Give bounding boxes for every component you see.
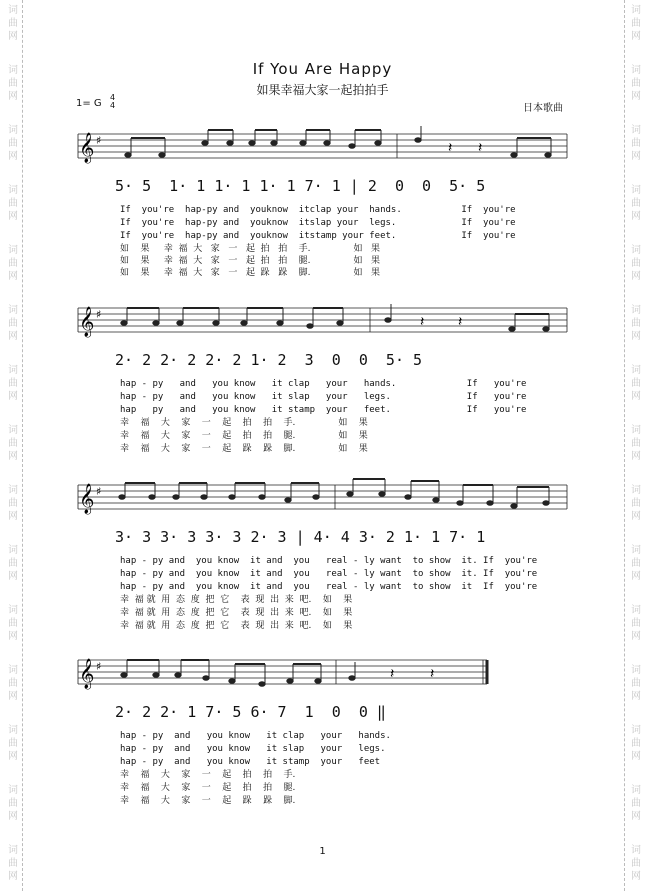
lyric-zh-4-3: 幸 福 大 家 一 起 跺 跺 脚. — [120, 796, 296, 806]
staff-3 — [0, 475, 645, 525]
time-signature-top: 4 — [110, 93, 116, 102]
lyric-en-3-2: hap - py and you know it and you real - ly want to show it. If you're — [120, 569, 538, 579]
watermark-text: 词 曲 网 — [631, 665, 641, 702]
score-system-1 — [0, 124, 645, 284]
song-subtitle: 如果幸福大家一起拍拍手 — [256, 83, 389, 97]
treble-clef-icon: 𝄞 — [79, 133, 95, 163]
watermark-text: 词 曲 网 — [8, 545, 18, 582]
watermark-text: 词 曲 网 — [8, 665, 18, 702]
quarter-rest-icon: 𝄽 — [478, 140, 483, 156]
watermark-text: 词 曲 网 — [631, 425, 641, 462]
lyric-zh-3-2: 幸 福 就 用 态 度 把 它 表 现 出 来 吧. 如 果 — [120, 608, 353, 618]
watermark-text: 词 曲 网 — [631, 185, 641, 222]
composer-credit: 日本歌曲 — [523, 103, 563, 114]
lyric-en-4-1: hap - py and you know it clap your hands. — [120, 731, 391, 741]
staff-1 — [0, 124, 645, 174]
lyric-en-1-2: If you're hap-py and youknow itslap your legs. If you're — [120, 218, 516, 228]
watermark-text: 词 曲 网 — [631, 545, 641, 582]
watermark-text: 词 曲 网 — [8, 65, 18, 102]
jianpu-line-1: 5· 5 1· 1 1· 1 1· 1 7· 1 | 2 0 0 5· 5 — [115, 177, 486, 195]
lyric-zh-2-1: 幸 福 大 家 一 起 拍 拍 手. 如 果 — [120, 418, 368, 428]
watermark-text: 词 曲 网 — [8, 425, 18, 462]
treble-clef-icon: 𝄞 — [79, 307, 95, 337]
watermark-text: 词 曲 网 — [631, 245, 641, 282]
lyric-en-3-3: hap - py and you know it and you real - ly want to show it If you're — [120, 582, 538, 592]
watermark-text: 词 曲 网 — [8, 185, 18, 222]
staff-4 — [0, 650, 645, 700]
quarter-rest-icon: 𝄽 — [420, 314, 425, 330]
lyric-zh-2-3: 幸 福 大 家 一 起 跺 跺 脚. 如 果 — [120, 444, 368, 454]
lyric-en-2-1: hap - py and you know it clap your hands. If you're — [120, 379, 527, 389]
lyric-en-2-3: hap py and you know it stamp your feet. If you're — [120, 405, 527, 415]
watermark-text: 词 曲 网 — [8, 785, 18, 822]
lyric-en-4-3: hap - py and you know it stamp your feet — [120, 757, 381, 767]
lyric-zh-3-3: 幸 福 就 用 态 度 把 它 表 现 出 来 吧. 如 果 — [120, 621, 353, 631]
treble-clef-icon: 𝄞 — [79, 659, 95, 689]
jianpu-line-2: 2· 2 2· 2 2· 2 1· 2 3 0 0 5· 5 — [115, 351, 423, 369]
watermark-text: 词 曲 网 — [8, 485, 18, 522]
jianpu-line-4: 2· 2 2· 1 7· 5 6· 7 1 0 0 ‖ — [115, 703, 386, 721]
watermark-text: 词 曲 网 — [8, 5, 18, 42]
jianpu-line-3: 3· 3 3· 3 3· 3 2· 3 | 4· 4 3· 2 1· 1 7· 1 — [115, 528, 486, 546]
quarter-rest-icon: 𝄽 — [430, 666, 435, 682]
notes — [125, 126, 551, 157]
lyric-en-3-1: hap - py and you know it and you real - ly want to show it. If you're — [120, 556, 538, 566]
watermark-text: 词 曲 网 — [8, 305, 18, 342]
watermark-text: 词 曲 网 — [631, 5, 641, 42]
quarter-rest-icon: 𝄽 — [458, 314, 463, 330]
watermark-text: 词 曲 网 — [8, 725, 18, 762]
sharp-icon: ♯ — [96, 134, 102, 147]
score-system-3 — [0, 475, 645, 645]
lyric-zh-4-1: 幸 福 大 家 一 起 拍 拍 手. — [120, 770, 296, 780]
watermark-text: 词 曲 网 — [8, 125, 18, 162]
lyric-zh-3-1: 幸 福 就 用 态 度 把 它 表 现 出 来 吧. 如 果 — [120, 595, 353, 605]
treble-clef-icon: 𝄞 — [79, 484, 95, 514]
lyric-en-2-2: hap - py and you know it slap your legs. If you're — [120, 392, 527, 402]
quarter-rest-icon: 𝄽 — [448, 140, 453, 156]
sharp-icon: ♯ — [96, 308, 102, 321]
sharp-icon: ♯ — [96, 485, 102, 498]
score-system-2 — [0, 298, 645, 468]
watermark-text: 词 曲 网 — [631, 845, 641, 882]
lyric-zh-4-2: 幸 福 大 家 一 起 拍 拍 腿. — [120, 783, 296, 793]
watermark-text: 词 曲 网 — [8, 245, 18, 282]
watermark-text: 词 曲 网 — [631, 485, 641, 522]
lyric-en-1-3: If you're hap-py and youknow itstamp your feet. If you're — [120, 231, 516, 241]
lyric-zh-1-2: 如 果 幸 福 大 家 一 起 拍 拍 腿. 如 果 — [120, 256, 381, 266]
watermark-text: 词 曲 网 — [631, 785, 641, 822]
lyric-zh-1-3: 如 果 幸 福 大 家 一 起 跺 跺 脚. 如 果 — [120, 268, 381, 278]
lyric-en-1-1: If you're hap-py and youknow itclap your hands. If you're — [120, 205, 516, 215]
watermark-text: 词 曲 网 — [631, 605, 641, 642]
lyric-zh-1-1: 如 果 幸 福 大 家 一 起 拍 拍 手. 如 果 — [120, 244, 381, 254]
watermark-text: 词 曲 网 — [8, 365, 18, 402]
song-title: If You Are Happy — [252, 60, 393, 78]
lyric-en-4-2: hap - py and you know it slap your legs. — [120, 744, 386, 754]
score-system-4 — [0, 650, 645, 820]
lyric-zh-2-2: 幸 福 大 家 一 起 拍 拍 腿. 如 果 — [120, 431, 368, 441]
quarter-rest-icon: 𝄽 — [390, 666, 395, 682]
watermark-text: 词 曲 网 — [8, 845, 18, 882]
watermark-text: 词 曲 网 — [631, 305, 641, 342]
time-signature — [110, 94, 115, 110]
watermark-text: 词 曲 网 — [8, 605, 18, 642]
time-signature-bottom: 4 — [110, 101, 116, 110]
sharp-icon: ♯ — [96, 660, 102, 673]
watermark-text: 词 曲 网 — [631, 365, 641, 402]
watermark-text: 词 曲 网 — [631, 725, 641, 762]
watermark-text: 词 曲 网 — [631, 65, 641, 102]
page-number: 1 — [319, 846, 326, 857]
key-signature: 1= G — [76, 98, 102, 109]
watermark-text: 词 曲 网 — [631, 125, 641, 162]
staff-2 — [0, 298, 645, 348]
